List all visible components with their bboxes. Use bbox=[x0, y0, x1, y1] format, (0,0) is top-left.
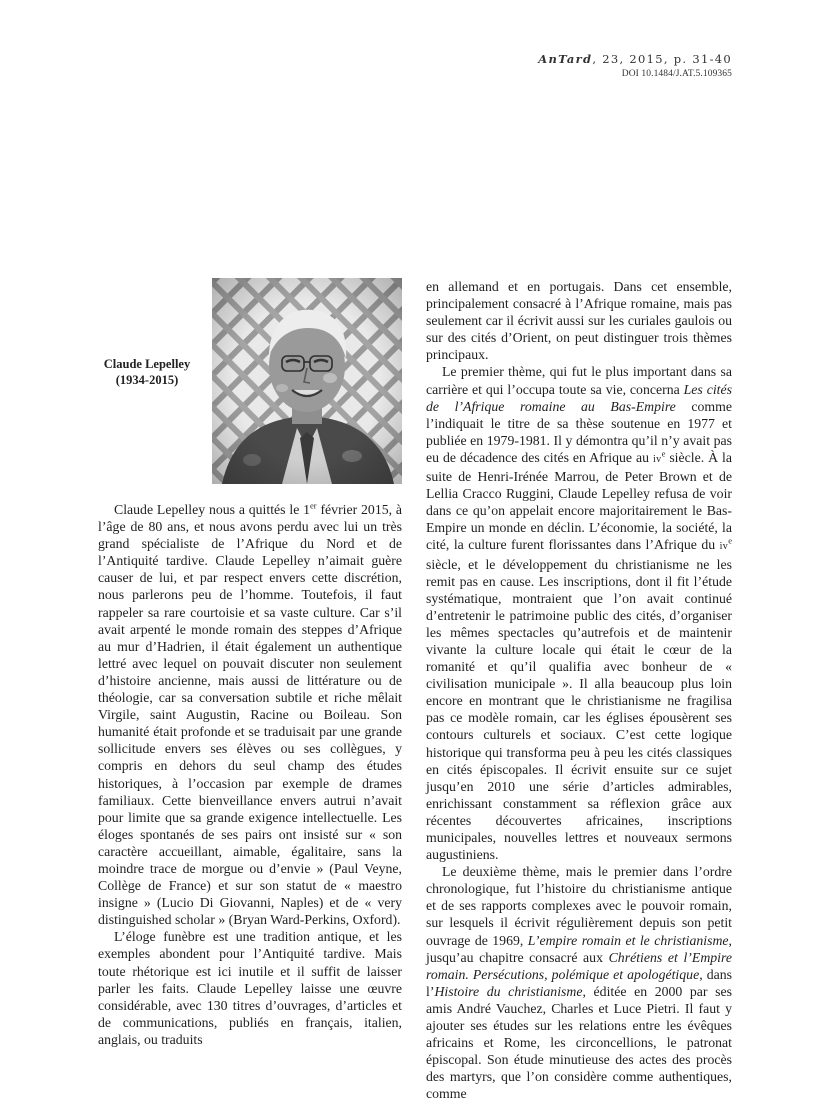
text-run: Le premier thème, qui fut le plus important dans sa carrière et qui l’occupa toute sa vie, concerna bbox=[426, 364, 732, 397]
text-run: comme l’indiquait le titre de sa thèse soutenue en 1977 et publiée en 1979-1981. Il y démontra qu’il n’y avait pas eu de décadence des cités en Afrique au bbox=[426, 398, 732, 465]
italic-title: Les cités de l’Afrique romaine au Bas-Empire bbox=[426, 381, 732, 414]
portrait-image bbox=[212, 278, 402, 484]
caption-name: Claude Lepelley bbox=[103, 357, 191, 371]
photo-caption bbox=[96, 356, 198, 388]
doi: DOI 10.1484/J.AT.5.109365 bbox=[621, 69, 732, 79]
italic-title: Histoire du christianisme bbox=[434, 983, 583, 999]
text-column-right bbox=[426, 278, 732, 1103]
text-run: siècle, et le développement du christianisme ne les remit pas en cause. Les inscriptions, dont il fit l’étude systématique, montraient que l’on avait continué d’entretenir le patrimoine public des cités, d’organiser les mêmes spectacles qu’autrefois et de maintenir vivante la culture locale qui était le cœur de la romanité et qu’il qualifia avec bonheur de « civilisation municipale ». Il alla beaucoup plus loin encore en montrant que le christianisme ne fragilisa pas ce modèle romain, car les églises épousèrent ses contours culturels et sociaux. C’est cette logique historique qui transforma peu à peu les cités classiques en cités épiscopales. Il écrivit ensuite sur ce sujet jusqu’en 2010 une série d’articles admirables, enrichissant constamment sa réflexion grâce aux récentes découvertes africaines, inscriptions municipales, nouvelles lettres et nouveaux sermons augustiniens. bbox=[426, 556, 732, 863]
superscript: e bbox=[728, 535, 732, 546]
caption-dates: (1934-2015) bbox=[115, 373, 179, 387]
century-numeral: iv bbox=[719, 541, 729, 553]
superscript: e bbox=[661, 448, 666, 459]
text-column-left bbox=[98, 501, 402, 1048]
text-run: , dans l’ bbox=[426, 966, 732, 999]
paragraph: L’éloge funèbre est une tradition antique, et les exemples abondent pour l’Antiquité tardive. Mais toute rhétorique est ici inutile et il suffit de laisser parler les faits. Claude Lepelley laisse une œuvre considérable, avec 130 titres d’ouvrages, d’articles et de communications, publiés en français, italien, anglais, ou traduits bbox=[98, 929, 402, 1047]
paragraph: en allemand et en portugais. Dans cet ensemble, principalement consacré à l’Afrique romaine, mais pas seulement car il écrivit aussi sur les curiales gaulois ou sur des cités d’Orient, on peut distinguer trois thèmes principaux. bbox=[426, 279, 732, 363]
journal-abbr: AnTard bbox=[538, 52, 593, 66]
journal-volume-pages: , 23, 2015, p. 31-40 bbox=[592, 52, 732, 66]
italic-title: Chrétiens et l’Empire romain. Persécutions, polémique et apologétique bbox=[426, 949, 732, 982]
text-run: , éditée en 2000 par ses amis André Vauchez, Charles et Luce Pietri. Il faut y ajouter ses études sur les relations entre les évêques africains et Rome, les circoncellions, le patronat épiscopal. Son étude minutieuse des actes des procès des martyrs, que l’on considère comme authentiques, comme bbox=[426, 983, 732, 1102]
text-run: février 2015, à l’âge de 80 ans, et nous avons perdu avec lui un très grand spécialiste de l’Afrique du Nord et de l’Antiquité tardive. Claude Lepelley n’aimait guère causer de lui, et par respect envers cette discrétion, nous parlerons peu de l’homme. Toutefois, il faut rappeler sa rare courtoisie et sa vaste culture. Car s’il avait arpenté le monde romain des steppes d’Afrique au mur d’Hadrien, il était également un authentique lettré avec lequel on pouvait discuter non seulement d’histoire ancienne, mais aussi de littérature ou de théologie, car sa conversation subtile et riche mêlait Virgile, saint Augustin, Racine ou Boileau. Son humanité était profonde et se traduisait par une grande sollicitude envers ses élèves ou ses collègues, y compris en dehors du seul champ des études historiques, à l’occasion par exemple de drames familiaux. Cette bienveillance envers autrui n’avait pour limite que sa grande exigence intellectuelle. Les éloges spontanés de ses pairs ont insisté sur « son caractère accueillant, aimable, égalitaire, sans la moindre trace de morgue ou d’envie » (Paul Veyne, Collège de France) et sur son statut de « maestro insigne » (Lucio Di Giovanni, Naples) et de « very distinguished scholar » (Bryan Ward-Perkins, Oxford). bbox=[98, 502, 402, 928]
journal-citation bbox=[538, 52, 732, 66]
paragraph bbox=[98, 501, 402, 928]
text-run: siècle. À la suite de Henri-Irénée Marrou, de Peter Brown et de Lellia Cracco Ruggini, Claude Lepelley refusa de voir dans ce qu’on appelait encore majoritairement le Bas-Empire un monde en déclin. L’économie, la société, la cité, la culture furent florissantes dans l’Afrique du bbox=[426, 449, 732, 553]
century-numeral: iv bbox=[652, 453, 662, 465]
paragraph bbox=[426, 863, 732, 1102]
paragraph bbox=[426, 363, 732, 863]
text-run: Claude Lepelley nous a quittés le 1 bbox=[114, 502, 311, 517]
portrait-photo bbox=[212, 278, 402, 484]
text-run: , jusqu’au chapitre consacré aux bbox=[426, 932, 732, 965]
italic-title: L’empire romain et le christianisme bbox=[527, 932, 729, 948]
superscript: er bbox=[310, 500, 317, 511]
running-header bbox=[538, 52, 732, 79]
text-run: Le deuxième thème, mais le premier dans l’ordre chronologique, fut l’histoire du christianisme antique et de ses rapports complexes avec le pouvoir romain, sur lesquels il écrivit régulièrement depuis son petit ouvrage de 1969, bbox=[426, 864, 732, 948]
